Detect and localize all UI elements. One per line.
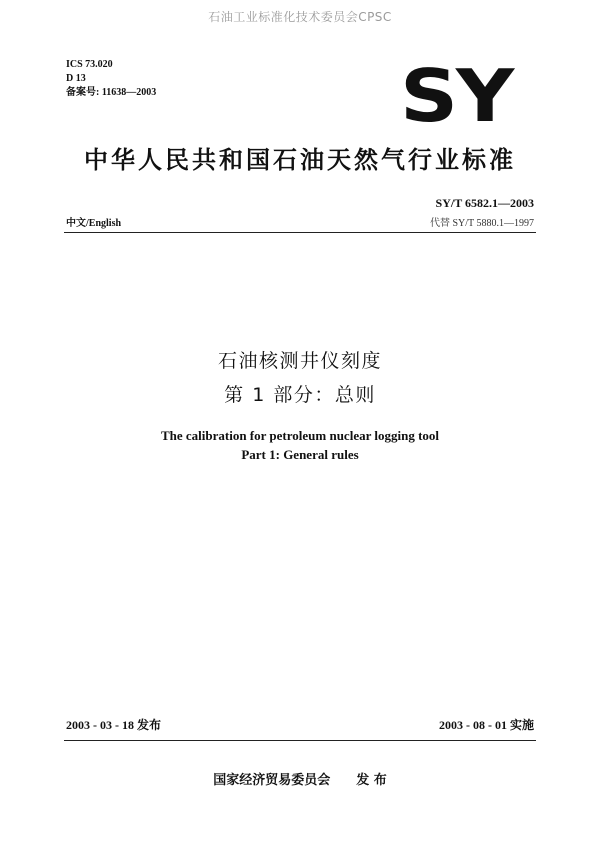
effective-date: 2003 - 08 - 01 实施 xyxy=(439,718,534,732)
ics-code: ICS 73.020 xyxy=(66,59,113,70)
top-divider xyxy=(64,232,536,233)
publisher-line xyxy=(0,769,600,788)
title-en-line2: Part 1: General rules xyxy=(241,447,359,462)
language-label: 中文/English xyxy=(66,218,122,229)
title-zh-line2: 第 1 部分：总则 xyxy=(224,384,376,406)
standard-number: SY/T 6582.1—2003 xyxy=(435,196,534,210)
title-en-line1: The calibration for petroleum nuclear logging tool xyxy=(160,428,440,443)
classification-code: D 13 xyxy=(66,73,86,84)
watermark-text: 石油工业标准化技术委员会CPSC xyxy=(208,10,392,24)
title-zh-line1: 石油核测井仪刻度 xyxy=(217,350,382,372)
issue-date: 2003 - 03 - 18 发布 xyxy=(66,718,161,732)
publish-action: 发 布 xyxy=(356,773,387,788)
bottom-divider xyxy=(64,740,536,741)
publisher-name: 国家经济贸易委员会 xyxy=(213,773,331,788)
filing-number: 备案号: 11638—2003 xyxy=(66,87,157,98)
replaces-note: 代替 SY/T 5880.1—1997 xyxy=(430,218,534,229)
sy-logo: SY xyxy=(400,54,512,138)
standard-title: 中华人民共和国石油天然气行业标准 xyxy=(84,146,516,174)
